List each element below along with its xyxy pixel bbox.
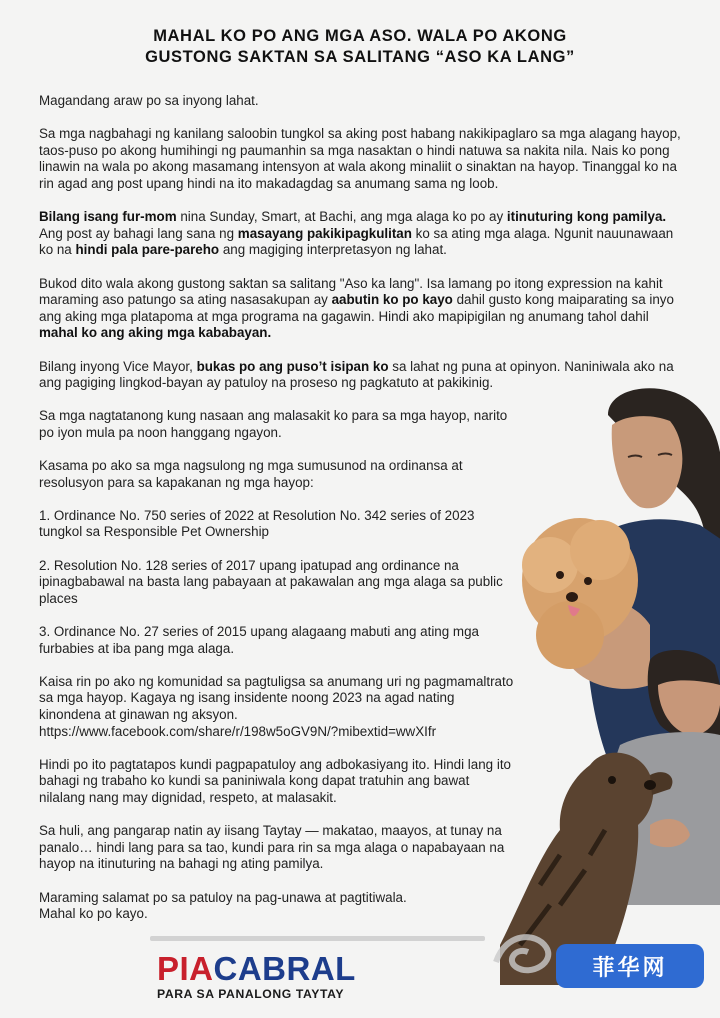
text-run: ang magiging interpretasyon ng lahat.	[219, 242, 447, 258]
paragraph-ordinances-intro: Kasama po ako sa mga nagsulong ng mga sumusunod na ordinansa at resolusyon para sa kapakanan ng mga hayop:	[39, 458, 463, 490]
paragraph-apology: Sa mga nagbahagi ng kanilang saloobin tungkol sa aking post habang nakikipaglaro sa mga alagang hayop, taos-puso po akong humihingi ng paumanhin sa mga nasaktan o hindi natuwa sa nakita nila. Nais ko pong linawin na wala po akong masamang intensyon at wala akong minaliit o sinaktan na hayop. Tinanggal ko na rin agad ang post upang hindi na ito makadagdag sa anumang sama ng loob.	[39, 126, 681, 191]
logo-name	[157, 952, 356, 986]
campaign-logo	[157, 952, 356, 1001]
logo-first-name: PIA	[157, 950, 214, 987]
watermark-badge: 菲华网	[556, 944, 704, 988]
photo-with-dogs	[500, 385, 720, 985]
closing-thanks: Maraming salamat po sa patuloy na pag-unawa at pagtitiwala.	[39, 889, 407, 905]
closing-love: Mahal ko po kayo.	[39, 906, 148, 922]
text-run: Ang post ay bahagi lang sana ng	[39, 225, 238, 241]
text-run: nina Sunday, Smart, at Bachi, ang mga alaga ko po ay	[176, 209, 507, 225]
list-item: 3. Ordinance No. 27 series of 2015 upang alagaang mabuti ang ating mga furbabies at iba pang mga alaga.	[39, 624, 479, 656]
paragraph-aso-ka-lang	[39, 276, 683, 342]
text-run: ko sa ating mga alaga. Ngunit nauunawaan ko na	[39, 225, 674, 258]
list-item: 2. Resolution No. 128 series of 2017 upang ipatupad ang ordinance na ipinagbabawal na basta lang pabayaan at pakawalan ang mga alaga sa public places	[39, 557, 503, 606]
bold-phrase: bukas po ang puso’t isipan ko	[196, 358, 389, 374]
bold-phrase: mahal ko ang aking mga kababayan.	[39, 325, 272, 341]
bold-phrase: masayang pakikipagkulitan	[237, 225, 412, 241]
text-run: Bukod dito wala akong gustong saktan sa salitang "Aso ka lang". Isa lamang po itong expression na kahit maraming aso patungo sa ating nasasakupan ay	[39, 275, 663, 308]
page-title	[30, 26, 690, 68]
logo-last-name: CABRAL	[213, 950, 356, 987]
list-item: 1. Ordinance No. 750 series of 2022 at Resolution No. 342 series of 2023 tungkol sa Responsible Pet Ownership	[39, 507, 475, 540]
title-line-1: MAHAL KO PO ANG MGA ASO. WALA PO AKONG	[153, 27, 567, 45]
footer-divider	[150, 936, 485, 941]
text-run: dahil gusto kong maiparating sa inyo ang aking mga platapoma at mga programa na gagawin. Hindi ako mapipigilan ng anumang tahol dahil	[39, 292, 674, 324]
bold-phrase: itinuturing kong pamilya.	[506, 209, 667, 225]
paragraph-advocacy: Hindi po ito pagtatapos kundi pagpapatuloy ang adbokasiyang ito. Hindi lang ito bahagi ng trabaho ko kundi sa paniniwala kong dapat tratuhin ang bawat nilalang nang may dignidad, respeto, at malasakit.	[39, 756, 511, 805]
paragraph-dream: Sa huli, ang pangarap natin ay iisang Taytay — makatao, maayos, at tunay na panalo… hindi lang para sa tao, kundi para rin sa mga alaga o napabayaan na hayop na itinuturing na bahagi ng ating pamilya.	[39, 823, 505, 872]
bold-phrase: hindi pala pare-pareho	[75, 242, 220, 258]
logo-tagline: PARA SA PANALONG TAYTAY	[157, 987, 345, 1001]
text-run: sa lahat ng puna at opinyon. Naniniwala ako na ang pagiging lingkod-bayan ay patuloy na proseso ng pagkatuto at pakikinig.	[39, 358, 674, 391]
closing	[39, 890, 517, 923]
paragraph-community: Kaisa rin po ako ng komunidad sa pagtuligsa sa anumang uri ng pagmamaltrato sa mga hayop. Kagaya ng isang insidente noong 2023 na agad nating kinondena at ginawan ng aksyon. https://www.facebook.com/share/r/198w5oGV9N/?mibextid=wwXIfr	[39, 673, 514, 739]
greeting: Magandang araw po sa inyong lahat.	[39, 93, 259, 108]
paragraph-fur-mom	[39, 209, 683, 259]
bold-phrase: aabutin ko po kayo	[331, 292, 453, 308]
bold-phrase: Bilang isang fur-mom	[39, 209, 177, 225]
paragraph-malasakit: Sa mga nagtatanong kung nasaan ang malasakit ko para sa mga hayop, narito po iyon mula pa noon hanggang ngayon.	[39, 408, 508, 440]
title-line-2: GUSTONG SAKTAN SA SALITANG “ASO KA LANG”	[145, 48, 575, 66]
text-run: Bilang inyong Vice Mayor,	[39, 358, 197, 374]
